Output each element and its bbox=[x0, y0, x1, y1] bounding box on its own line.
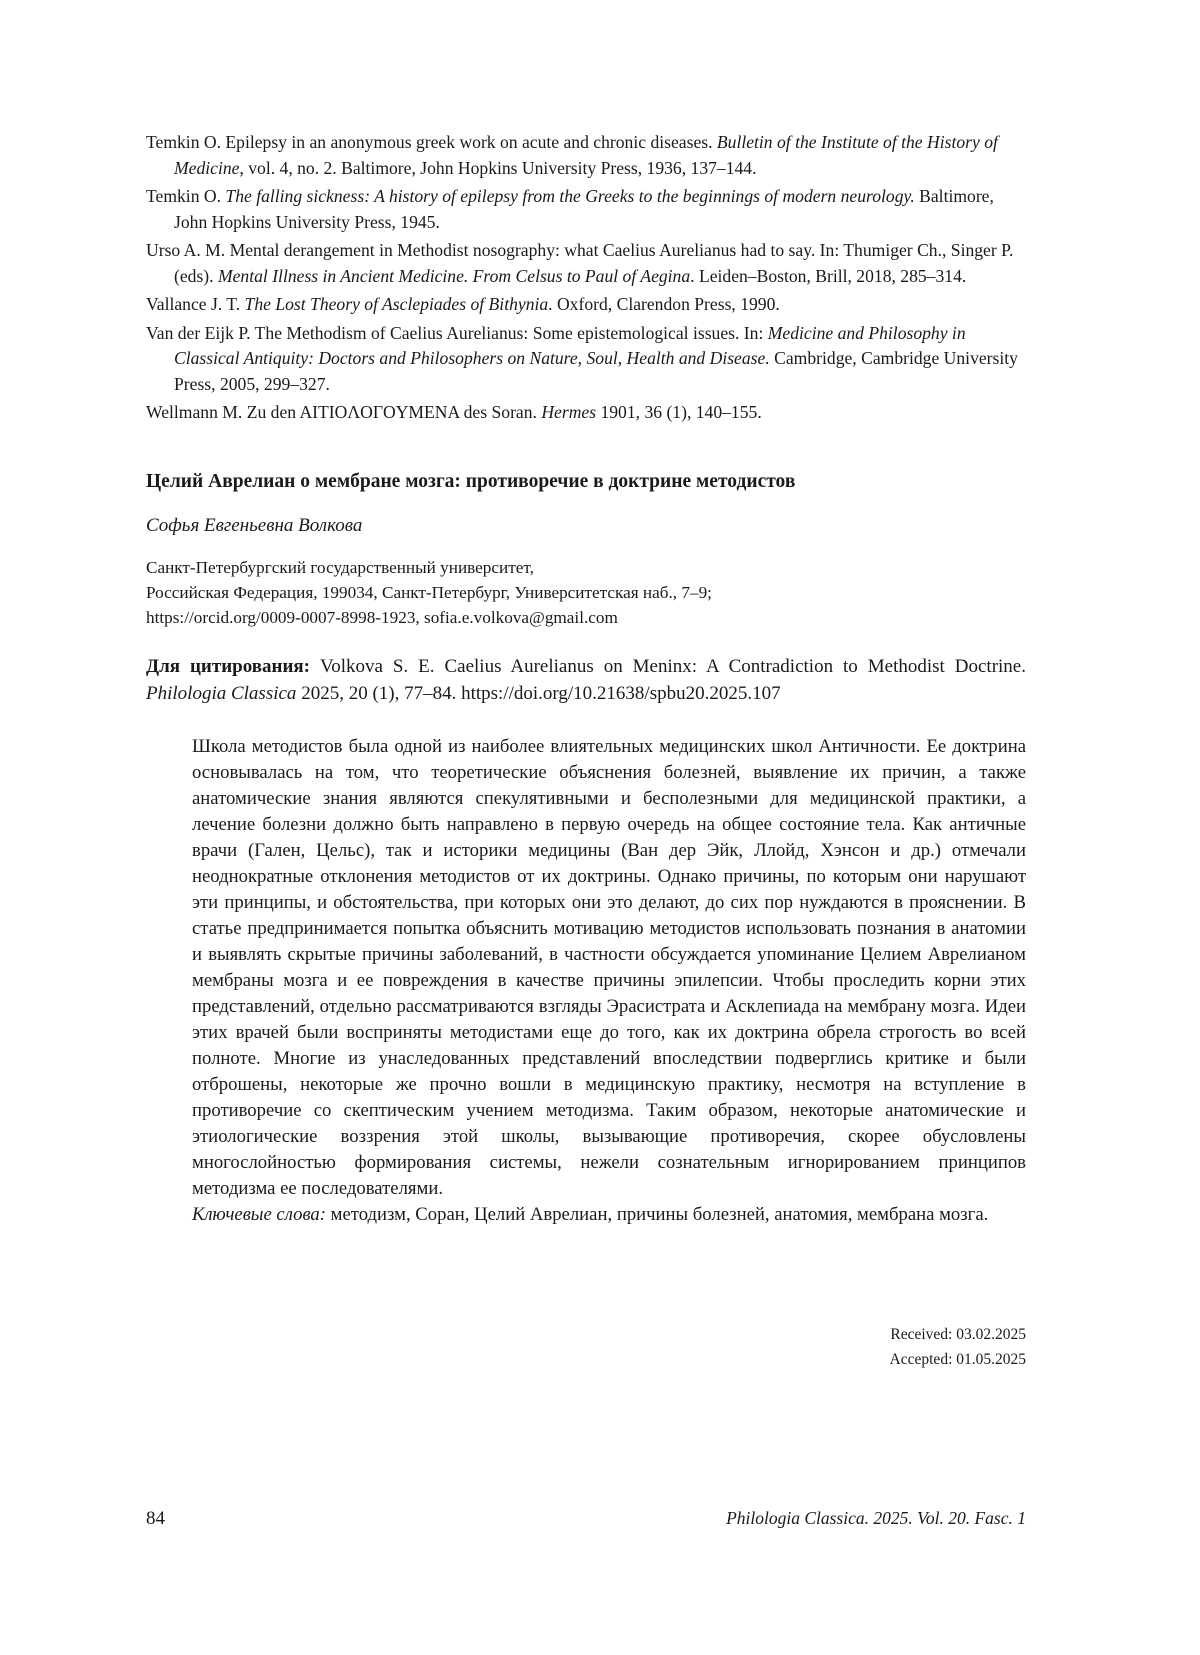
reference-text: Urso A. M. Mental derangement in Methodist nosography: what Caelius Aurelianus had to say. In: Thumiger Ch., Singer P. (eds). bbox=[146, 240, 1014, 286]
keywords-text: методизм, Соран, Целий Аврелиан, причины болезней, анатомия, мембрана мозга. bbox=[326, 1204, 989, 1226]
reference-title-italic: The Lost Theory of Asclepiades of Bithynia bbox=[244, 294, 549, 314]
reference-item bbox=[146, 321, 1026, 398]
page-content bbox=[146, 130, 1026, 1228]
accepted-date: Accepted: 01.05.2025 bbox=[889, 1351, 1026, 1368]
citation-text-doi[interactable]: 2025, 20 (1), 77–84. https://doi.org/10.21638/spbu20.2025.107 bbox=[296, 682, 781, 704]
reference-title-italic: The falling sickness: A history of epilepsy from the Greeks to the beginnings of modern neurology. bbox=[225, 186, 915, 206]
keywords bbox=[192, 1202, 1026, 1228]
reference-text: Temkin O. Epilepsy in an anonymous greek work on acute and chronic diseases. bbox=[146, 132, 717, 152]
reference-text: Baltimore, John Hopkins University Press, 1945. bbox=[174, 186, 994, 232]
reference-list bbox=[146, 130, 1026, 426]
reference-item bbox=[146, 238, 1026, 289]
article-title: Целий Аврелиан о мембране мозга: противоречие в доктрине методистов bbox=[146, 470, 796, 492]
reference-title-italic: Bulletin of the Institute of the History of Medicine bbox=[174, 132, 998, 178]
article-author: Софья Евгеньевна Волкова bbox=[146, 514, 363, 536]
reference-text: Wellmann M. Zu den AITIOΛOΓOYMENA des Soran. bbox=[146, 402, 542, 422]
reference-text: . Leiden–Boston, Brill, 2018, 285–314. bbox=[690, 265, 967, 286]
reference-text: . Oxford, Clarendon Press, 1990. bbox=[548, 294, 780, 314]
citation-label: Для цитирования: bbox=[146, 656, 310, 678]
affiliation-line: Российская Федерация, 199034, Санкт-Петербург, Университетская наб., 7–9; bbox=[146, 582, 712, 602]
reference-item bbox=[146, 184, 1026, 235]
reference-item bbox=[146, 130, 1026, 181]
reference-text: , vol. 4, no. 2. Baltimore, John Hopkins University Press, 1936, 137–144. bbox=[239, 157, 757, 178]
reference-title-italic: Hermes bbox=[541, 402, 597, 422]
abstract-text: Школа методистов была одной из наиболее влиятельных медицинских школ Античности. Ее доктрина основывалась на том, что теоретические объяснения болезней, выявление их причин, а также анатомические знания являются спекулятивными и бесполезными для медицинской практики, а лечение болезни должно быть направлено в первую очередь на общее состояние тела. Как античные врачи (Гален, Цельс), так и историки медицины (Ван дер Эйк, Ллойд, Хэнсон и др.) отмечали неоднократные отклонения методистов от их доктрины. Однако причины, по которым они нарушают эти принципы, и обстоятельства, при которых они это делают, до сих пор нуждаются в прояснении. В статье предпринимается попытка объяснить мотивацию методистов использовать познания в анатомии и выявлять скрытые причины заболеваний, в частности обсуждается упоминание Целием Аврелианом мембраны мозга и ее повреждения в качестве причины эпилепсии. Чтобы проследить корни этих представлений, отдельно рассматриваются взгляды Эрасистрата и Асклепиада на мембрану мозга. Идеи этих врачей были восприняты методистами еще до того, как их доктрина обрела строгость во всей полноте. Многие из унаследованных представлений впоследствии подверглись критике и были отброшены, некоторые же прочно вошли в медицинскую практику, несмотря на вступление в противоречие со скептическим учением методизма. Таким образом, некоторые анатомические и этиологические воззрения этой школы, вызывающие противоречия, скорее обусловлены многослойностью формирования системы, нежели сознательным игнорированием принципов методизма ее последователями. bbox=[192, 736, 1026, 1200]
author-affiliation bbox=[146, 555, 1026, 631]
affiliation-line: Санкт-Петербургский государственный университет, bbox=[146, 557, 534, 577]
keywords-label: Ключевые слова: bbox=[192, 1204, 326, 1226]
reference-title-italic: Medicine and Philosophy in Classical Antiquity: Doctors and Philosophers on Nature, Soul, Health and Disease. bbox=[174, 322, 966, 368]
reference-text: 1901, 36 (1), 140–155. bbox=[596, 402, 762, 422]
reference-title-italic: Mental Illness in Ancient Medicine. From Celsus to Paul of Aegina bbox=[217, 265, 691, 286]
reference-text: Vallance J. T. bbox=[146, 294, 245, 314]
reference-text: Temkin O. bbox=[146, 186, 226, 206]
journal-footer: Philologia Classica. 2025. Vol. 20. Fasc. 1 bbox=[726, 1508, 1026, 1528]
article-dates bbox=[890, 1322, 1026, 1372]
abstract-block bbox=[192, 734, 1026, 1228]
citation-journal: Philologia Classica bbox=[146, 682, 297, 704]
reference-text: Cambridge, Cambridge University Press, 2005, 299–327. bbox=[174, 348, 1018, 394]
citation-block bbox=[146, 654, 1026, 707]
reference-text: Van der Eijk P. The Methodism of Caelius Aurelianus: Some epistemological issues. In: bbox=[146, 322, 768, 343]
citation-text: Volkova S. E. Caelius Aurelianus on Meninx: A Contradiction to Methodist Doctrine. bbox=[310, 656, 1026, 678]
reference-item bbox=[146, 292, 1026, 318]
reference-item bbox=[146, 400, 1026, 426]
affiliation-contacts[interactable]: https://orcid.org/0009-0007-8998-1923, sofia.e.volkova@gmail.com bbox=[146, 608, 618, 628]
page-number: 84 bbox=[146, 1508, 165, 1529]
received-date: Received: 03.02.2025 bbox=[890, 1326, 1026, 1343]
